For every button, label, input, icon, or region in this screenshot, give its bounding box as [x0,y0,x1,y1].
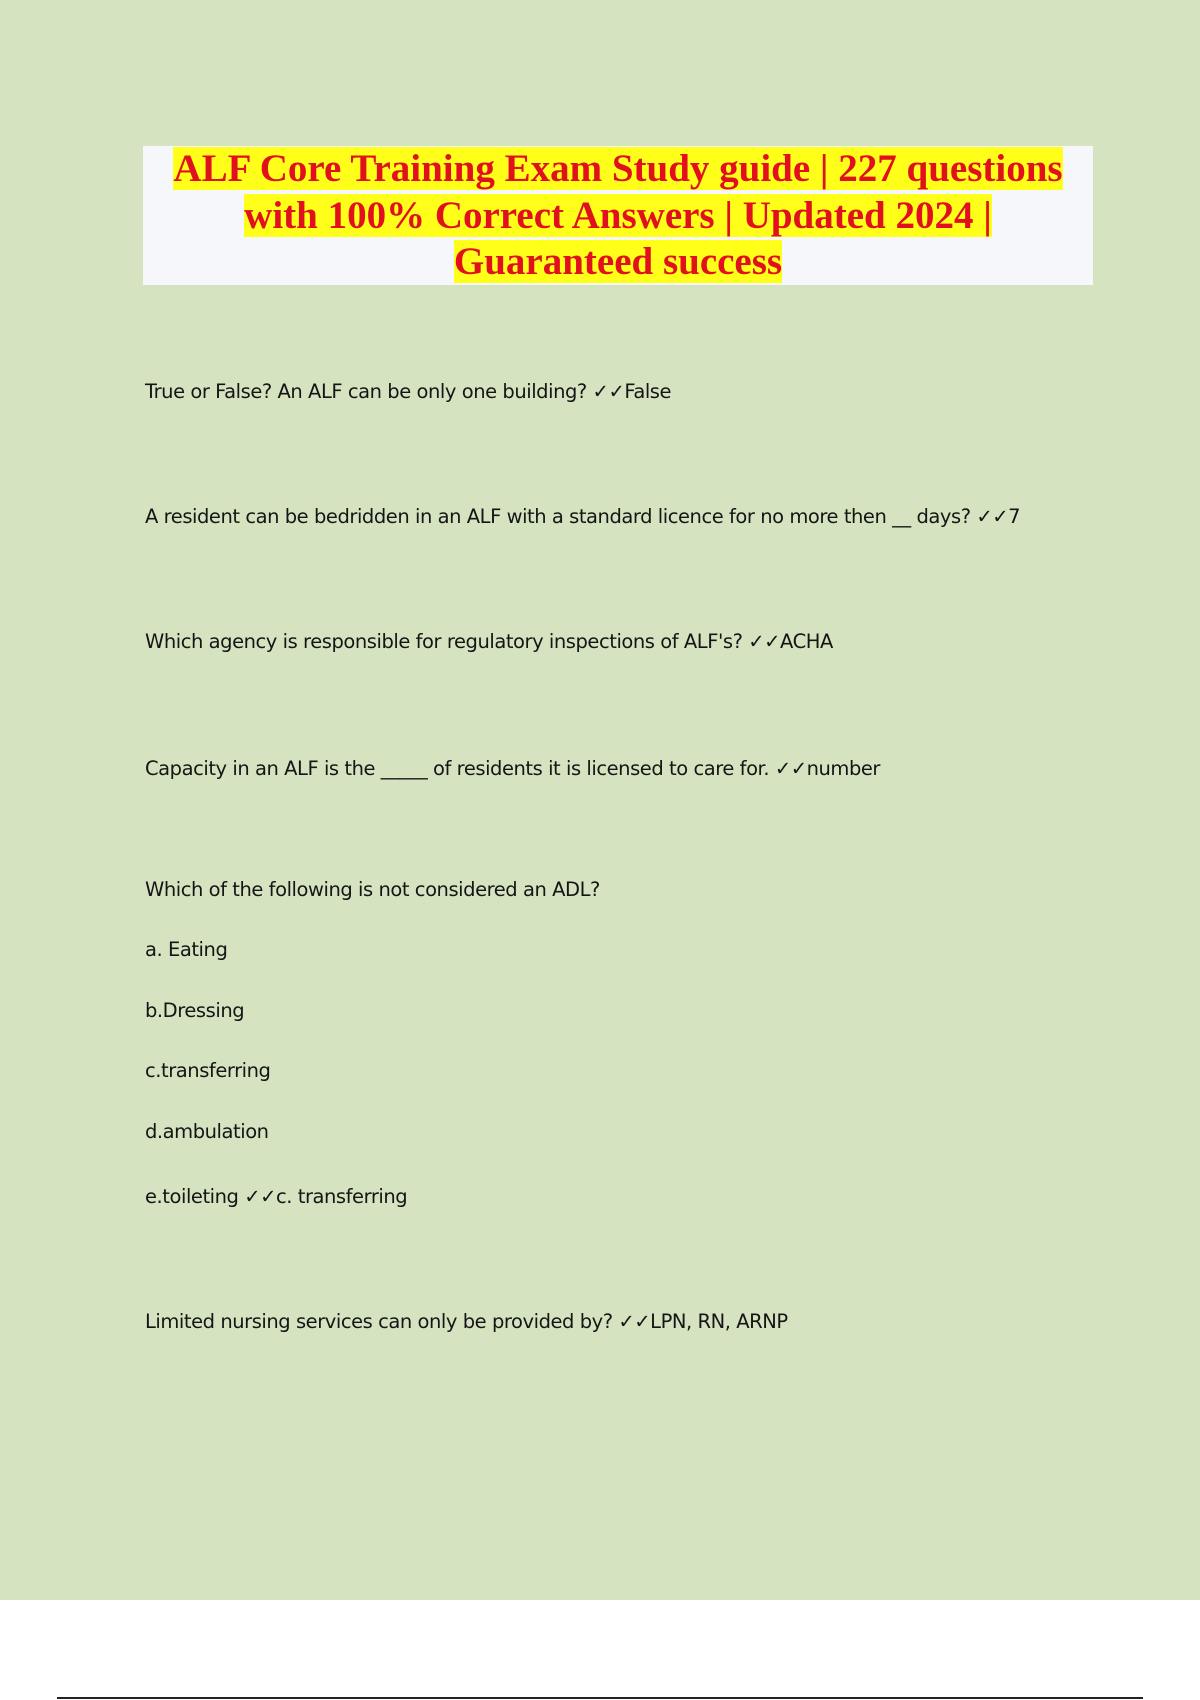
footer-rule [57,1697,1143,1699]
option-c: c.transferring [145,1059,271,1082]
option-e-answer: e.toileting ✓✓c. transferring [145,1185,408,1208]
question-4: Capacity in an ALF is the _____ of residents it is licensed to care for. ✓✓number [145,757,880,780]
question-2: A resident can be bedridden in an ALF with a standard licence for no more then __ days? ✓✓7 [145,505,1021,528]
document-title: ALF Core Training Exam Study guide | 227 questions with 100% Correct Answers | Updated 2024 | Guaranteed success [173,147,1063,283]
question-3: Which agency is responsible for regulatory inspections of ALF's? ✓✓ACHA [145,630,833,653]
question-5: Which of the following is not considered an ADL? [145,878,600,901]
option-d: d.ambulation [145,1120,269,1143]
option-a: a. Eating [145,938,228,961]
question-1: True or False? An ALF can be only one building? ✓✓False [145,380,672,403]
question-6: Limited nursing services can only be provided by? ✓✓LPN, RN, ARNP [145,1310,788,1333]
option-b: b.Dressing [145,999,245,1022]
title-box [143,146,1093,285]
